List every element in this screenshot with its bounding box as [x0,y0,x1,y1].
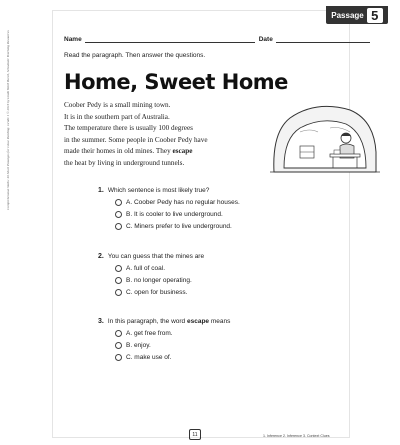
date-label: Date [258,36,273,43]
page-number: 11 [189,429,201,440]
answer-option[interactable] [115,223,240,230]
option-text: C. make use of. [126,354,172,361]
worksheet-page [36,0,379,445]
radio-circle-icon[interactable] [115,223,122,230]
passage-line-text: made their homes in old mines. They [64,147,171,156]
question-2 [98,253,204,296]
question-stem [98,253,204,260]
radio-circle-icon[interactable] [115,277,122,284]
passage-line: The temperature there is usually 100 degrees [64,124,193,133]
side-credit: Comprehension Skills: 40 Short Passages for Close Reading: Grade 1 © 2013 by Linda Ward Beech, Scholastic Teaching Resources [6,30,10,210]
radio-circle-icon[interactable] [115,330,122,337]
radio-circle-icon[interactable] [115,342,122,349]
option-text: A. get free from. [126,330,173,337]
question-text: Which sentence is most likely true? [107,187,210,194]
passage-label: Passage [331,10,364,20]
option-text: A. Coober Pedy has no regular houses. [126,199,240,206]
option-text: B. no longer operating. [126,277,192,284]
question-text-post: means [210,318,231,325]
reading-passage [64,100,264,170]
instructions: Read the paragraph. Then answer the questions. [64,52,206,59]
radio-circle-icon[interactable] [115,354,122,361]
question-3 [98,318,230,361]
passage-keyword: escape [172,147,193,156]
passage-number: 5 [367,8,383,23]
passage-line [64,146,264,158]
option-text: C. open for business. [126,289,188,296]
name-label: Name [64,36,82,43]
question-stem [98,187,240,194]
question-text: You can guess that the mines are [107,253,205,260]
answer-option[interactable] [115,330,230,337]
radio-circle-icon[interactable] [115,265,122,272]
question-stem [98,318,230,325]
question-1 [98,187,240,230]
answer-option[interactable] [115,342,230,349]
passage-line: Coober Pedy is a small mining town. [64,101,171,109]
option-text: B. enjoy. [126,342,151,349]
option-text: C. Miners prefer to live underground. [126,223,232,230]
name-date-row [64,36,380,43]
question-keyword: escape [186,318,210,325]
question-text [108,318,231,325]
question-number: 3. [98,318,104,325]
answer-option[interactable] [115,277,204,284]
answer-option[interactable] [115,265,204,272]
answer-option[interactable] [115,199,240,206]
passage-tab [326,6,388,24]
underground-home-illustration [270,102,380,176]
passage-line: It is in the southern part of Australia. [64,112,170,121]
option-text: B. It is cooler to live underground. [126,211,223,218]
answer-option[interactable] [115,211,240,218]
name-field[interactable] [85,36,255,43]
question-text-pre: In this paragraph, the word [107,318,186,325]
page-title: Home, Sweet Home [64,70,288,94]
date-field[interactable] [276,36,370,43]
question-number: 2. [98,253,104,260]
skills-footer: 1. Inference 2. Inference 3. Context Clues [263,434,330,438]
radio-circle-icon[interactable] [115,211,122,218]
passage-line: in the summer. Some people in Coober Pedy have [64,135,208,144]
question-number: 1. [98,187,104,194]
radio-circle-icon[interactable] [115,199,122,206]
answer-option[interactable] [115,354,230,361]
passage-line: the heat by living in underground tunnels. [64,158,185,167]
option-text: A. full of coal. [126,265,166,272]
answer-option[interactable] [115,289,204,296]
radio-circle-icon[interactable] [115,289,122,296]
